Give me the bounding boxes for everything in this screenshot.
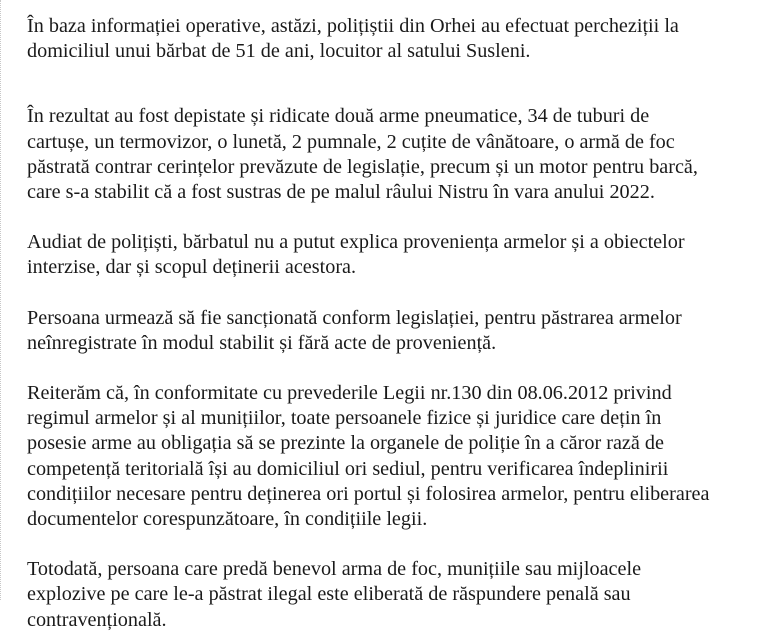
- paragraph-seized-items: În rezultat au fost depistate și ridicate două arme pneumatice, 34 de tuburi de cartușe, un termovizor, o lunetă, 2 pumnale, 2 cuțite de vânătoare, o armă de foc păstrată contrar cerințelor prevăzute de legislație, precum și un motor pentru barcă, care s-a stabilit că a fost sustras de pe malul râului Nistru în vara anului 2022.: [27, 105, 698, 204]
- article-body: [27, 14, 757, 633]
- paragraph-sanction: Persoana urmează să fie sancționată conform legislației, pentru păstrarea armelor neînregistrate în modul stabilit și fără acte de proveniență.: [27, 306, 682, 354]
- paragraph-search-intro: În baza informației operative, astăzi, polițiștii din Orhei au efectuat percheziții la domiciliul unui bărbat de 51 de ani, locuitor al satului Susleni.: [27, 15, 679, 63]
- paragraph-legal-reminder: Reiterăm că, în conformitate cu prevederile Legii nr.130 din 08.06.2012 privind regimul armelor și al munițiilor, toate persoanele fizice și juridice care dețin în posesie arme au obligația să se prezinte la organele de poliție în a căror rază de competență teritorială își au domiciliul ori sediul, pentru verificarea îndeplinirii condițiilor necesare pentru deținerea ori portul și folosirea armelor, pentru eliberarea documentelor corespunzătoare, în condițiile legii.: [27, 382, 710, 531]
- paragraph-voluntary-surrender: Totodată, persoana care predă benevol arma de foc, munițiile sau mijloacele explozive pe care le-a păstrat ilegal este eliberată de răspundere penală sau contravențională.: [27, 558, 642, 631]
- paragraph-interrogation: Audiat de polițiști, bărbatul nu a putut explica proveniența armelor și a obiectelor interzise, dar și scopul deținerii acestora.: [27, 231, 685, 279]
